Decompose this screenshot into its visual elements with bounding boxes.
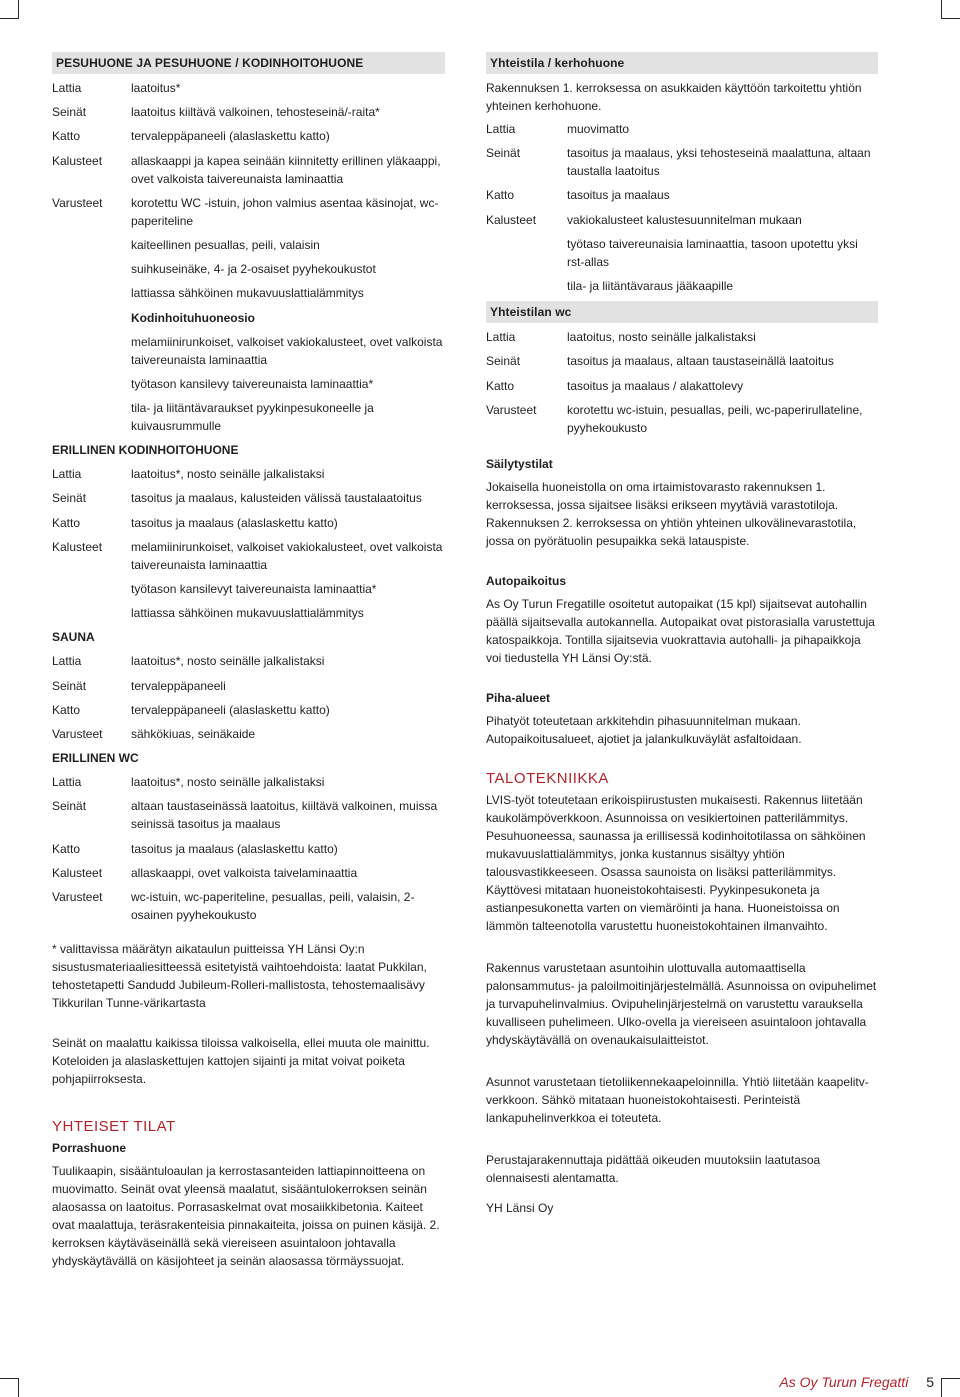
row-key bbox=[52, 604, 131, 622]
row-key: Kalusteet bbox=[52, 539, 103, 554]
row-key: Varusteet bbox=[486, 402, 537, 417]
row-value: vakiokalusteet kalustesuunnitelman mukaan bbox=[567, 212, 802, 227]
crop-mark-bottom-right bbox=[941, 1378, 960, 1397]
row-key bbox=[52, 580, 131, 598]
sauna-table bbox=[52, 652, 445, 743]
row-key: Lattia bbox=[52, 775, 82, 790]
table-row bbox=[52, 375, 445, 393]
table-row bbox=[486, 277, 878, 295]
row-key: Katto bbox=[486, 188, 515, 203]
left-column bbox=[52, 52, 445, 1282]
table-row bbox=[52, 677, 445, 695]
row-key: Lattia bbox=[486, 122, 516, 136]
row-value: altaan taustaseinässä laatoitus, kiiltävä valkoinen, muissa seinissä tasoitus ja maalaus bbox=[131, 799, 438, 832]
row-value: lattiassa sähköinen mukavuuslattialämmitys bbox=[131, 286, 364, 301]
row-value: työtaso taivereunaisia laminaattia, tasoon upotettu yksi rst-allas bbox=[567, 236, 858, 269]
autopaikoitus-heading: Autopaikoitus bbox=[486, 573, 566, 588]
row-key: Varusteet bbox=[52, 195, 103, 210]
talotekniikka-p3: Asunnot varustetaan tietoliikennekaapeloinnilla. Yhtiö liitetään kaapelitv-verkkoon. Sähkö mitataan huoneistokohtaisesti. Perinteistä lankapuhelinverkkoa ei toteuteta. bbox=[486, 1074, 869, 1125]
row-value: tasoitus ja maalaus, kalusteiden välissä taustalaatoitus bbox=[131, 491, 422, 506]
row-key: Varusteet bbox=[52, 889, 103, 904]
page-number: 5 bbox=[926, 1374, 934, 1390]
row-value: laatoitus kiiltävä valkoinen, tehosteseinä/-raita* bbox=[131, 105, 380, 120]
row-value: allaskaappi ja kapea seinään kiinnitetty erillinen yläkaappi, ovet valkoista taivereunaista laminaattia bbox=[131, 153, 441, 186]
row-value: tasoitus ja maalaus (alaslaskettu katto) bbox=[131, 841, 338, 856]
row-key: Lattia bbox=[52, 467, 82, 482]
row-key: Seinät bbox=[52, 678, 87, 693]
table-row bbox=[52, 840, 445, 858]
row-value: allaskaappi, ovet valkoista taivelaminaattia bbox=[131, 865, 358, 880]
erillinen-wc-table bbox=[52, 773, 445, 924]
section-header-erillinen-kodinhoitohuone: ERILLINEN KODINHOITOHUONE bbox=[52, 443, 239, 458]
row-key bbox=[52, 284, 131, 302]
table-row bbox=[52, 514, 445, 532]
yhteistila-table bbox=[486, 120, 878, 295]
talotekniikka-p2: Rakennus varustetaan asuntoihin ulottuvalla automaattisella palonsammutus- ja paloilmoitinjärjestelmällä. Asunnoissa on ovipuhelimet ja turvapuhelinvalmius. Ovipuhelinjärjestelmä on varustettu varauksella kuvalliseen puhelimeen. Ulko-ovella ja viereiseen asuintaloon johtavalla yhdyskäytävällä on ovenaukaisulaitteistot. bbox=[486, 960, 877, 1047]
row-value: laatoitus* bbox=[131, 81, 181, 95]
table-row bbox=[486, 235, 878, 271]
crop-mark-top-right bbox=[941, 0, 960, 19]
table-row bbox=[52, 652, 445, 670]
piha-alueet-text: Pihatyöt toteutetaan arkkitehdin pihasuunnitelman mukaan. Autopaikoitusalueet, ajotiet ja jalankulkuväylät asfaltoidaan. bbox=[486, 713, 802, 746]
table-row bbox=[52, 333, 445, 369]
talotekniikka-p4: Perustajarakennuttaja pidättää oikeuden muutoksiin laatutasoa olennaisesti alentamatta. bbox=[486, 1152, 821, 1185]
table-row bbox=[52, 79, 445, 97]
row-value: suihkuseinäke, 4- ja 2-osaiset pyyhekoukustot bbox=[131, 262, 376, 277]
table-row bbox=[52, 701, 445, 719]
section-header-yhteiset-tilat: YHTEISET TILAT bbox=[52, 1117, 176, 1135]
row-key bbox=[486, 277, 567, 295]
row-key: Kalusteet bbox=[52, 153, 103, 168]
row-value: laatoitus*, nosto seinälle jalkalistaksi bbox=[131, 775, 325, 790]
row-key: Seinät bbox=[486, 354, 521, 369]
table-row bbox=[52, 538, 445, 574]
row-key: Seinät bbox=[486, 146, 521, 161]
porrashuone-text: Tuulikaapin, sisääntuloaulan ja kerrostasanteiden lattiapinnoitteena on muovimatto. Seinät ovat yleensä maalatut, sisääntulokerroksen seinän alaosassa on laatoitus. Porrasaskelmat ovat mosaiikkibetonia. Kaiteet ovat maalattuja, teräsrakenteisia pinnakaiteita, joissa on puinen käsijä. 2. kerroksen käytäväseinällä sekä viereiseen asuintaloon johtavalla yhdyskäytävällä on käsijohteet ja seinän alaosassa törmäyssuojat. bbox=[52, 1163, 440, 1268]
talotekniikka-p1: LVIS-työt toteutetaan erikoispiirustusten mukaisesti. Rakennus liitetään kaukolämpöverkkoon. Asunnoissa on vesikiertoinen patterilämmitys. Pesuhuoneessa, saunassa ja erillisessä kodinhoitotilassa on sähköinen mukavuuslattialämmitys, jonka kustannus sisältyy yhtiön talousvastikkeeseen. Osassa saunoista on lisäksi patterilämmitys. Käyttövesi mitataan huoneistokohtaisesti. Pyykinpesukoneta ja astianpesukonetta varten on viemäröinti ja hana. Huoneistoissa on lämmön talteenotolla varustettu huoneistokohtainen ilmanvaihto. bbox=[486, 792, 866, 933]
row-value: melamiinirunkoiset, valkoiset vakiokalusteet, ovet valkoista taivereunaista laminaattia bbox=[131, 539, 443, 572]
row-value: sähkökiuas, seinäkaide bbox=[131, 726, 256, 741]
row-key: Katto bbox=[52, 129, 81, 144]
row-value: tervaleppäpaneeli bbox=[131, 678, 226, 693]
section-header-talotekniikka: TALOTEKNIIKKA bbox=[486, 769, 609, 787]
table-row bbox=[486, 377, 878, 395]
row-key bbox=[486, 235, 567, 271]
paint-note: Seinät on maalattu kaikissa tiloissa valkoisella, ellei muuta ole mainittu. Koteloiden ja alaslaskettujen kattojen sijainti ja mitat voivat poiketa pohjapiirroksesta. bbox=[52, 1035, 430, 1086]
section-header-yhteistila: Yhteistila / kerhohuone bbox=[486, 52, 878, 74]
table-row bbox=[52, 580, 445, 598]
pesuhuone-table bbox=[52, 79, 445, 435]
row-key bbox=[52, 260, 131, 278]
row-value: laatoitus*, nosto seinälle jalkalistaksi bbox=[131, 467, 325, 482]
table-row bbox=[486, 211, 878, 229]
row-value: laatoitus, nosto seinälle jalkalistaksi bbox=[567, 330, 756, 345]
row-value: kaiteellinen pesuallas, peili, valaisin bbox=[131, 237, 320, 252]
page-footer bbox=[779, 1373, 934, 1391]
table-row bbox=[486, 328, 878, 346]
row-value: tila- ja liitäntävaraus jääkaapille bbox=[567, 278, 734, 293]
autopaikoitus-text: As Oy Turun Fregatille osoitetut autopaikat (15 kpl) sijaitsevat autohallin päällä sijaitsevalla autokannella. Autopaikat ovat pistorasialla varustettuja katospaikkoja. Tontilla sijaitsevia vuokrattavia autohalli- ja pihapaikkoja voi tiedustella YH Länsi Oy:stä. bbox=[486, 596, 875, 665]
section-header-yhteistilan-wc: Yhteistilan wc bbox=[486, 301, 878, 323]
row-key: Lattia bbox=[52, 81, 82, 95]
row-value: tervaleppäpaneeli (alaslaskettu katto) bbox=[131, 129, 330, 144]
table-row bbox=[486, 120, 878, 138]
row-key: Lattia bbox=[52, 654, 82, 669]
row-key: Seinät bbox=[52, 105, 87, 120]
row-key: Lattia bbox=[486, 330, 516, 345]
table-row bbox=[486, 186, 878, 204]
table-row bbox=[52, 604, 445, 622]
table-row bbox=[52, 773, 445, 791]
row-value: korotettu WC -istuin, johon valmius asentaa käsinojat, wc-paperiteline bbox=[131, 195, 439, 228]
table-row bbox=[52, 489, 445, 507]
row-value: työtason kansilevy taivereunaista laminaattia* bbox=[131, 376, 374, 391]
signature: YH Länsi Oy bbox=[486, 1200, 554, 1215]
table-row bbox=[52, 236, 445, 254]
table-row bbox=[52, 725, 445, 743]
section-header-pesuhuone: PESUHUONE JA PESUHUONE / KODINHOITOHUONE bbox=[52, 52, 445, 74]
table-row bbox=[52, 864, 445, 882]
row-value: wc-istuin, wc-paperiteline, pesuallas, peili, valaisin, 2-osainen pyyhekoukusto bbox=[131, 889, 415, 922]
table-row bbox=[486, 144, 878, 180]
row-value: muovimatto bbox=[567, 122, 630, 136]
table-row bbox=[52, 797, 445, 833]
section-header-sauna: SAUNA bbox=[52, 630, 95, 645]
erillinen-kh-table bbox=[52, 465, 445, 622]
yhteistilan-wc-table bbox=[486, 328, 878, 437]
row-key bbox=[52, 236, 131, 254]
table-row bbox=[52, 309, 445, 327]
row-value: tasoitus ja maalaus, altaan taustaseinällä laatoitus bbox=[567, 354, 834, 369]
row-value: tervaleppäpaneeli (alaslaskettu katto) bbox=[131, 702, 330, 717]
table-row bbox=[52, 103, 445, 121]
row-key: Kalusteet bbox=[486, 212, 537, 227]
table-row bbox=[52, 888, 445, 924]
kodinhoito-subheading: Kodinhoituhuoneosio bbox=[131, 310, 255, 325]
row-key: Seinät bbox=[52, 491, 87, 506]
row-value: laatoitus*, nosto seinälle jalkalistaksi bbox=[131, 654, 325, 669]
table-row bbox=[52, 260, 445, 278]
table-row bbox=[52, 399, 445, 435]
footer-brand: As Oy Turun Fregatti bbox=[779, 1374, 909, 1390]
row-key: Katto bbox=[52, 841, 81, 856]
row-value: tasoitus ja maalaus (alaslaskettu katto) bbox=[131, 515, 338, 530]
row-key: Seinät bbox=[52, 799, 87, 814]
right-column bbox=[486, 52, 878, 1229]
row-value: melamiinirunkoiset, valkoiset vakiokalusteet, ovet valkoista taivereunaista laminaattia bbox=[131, 334, 443, 367]
crop-mark-top-left bbox=[0, 0, 19, 19]
row-key: Katto bbox=[486, 378, 515, 393]
row-value: tasoitus ja maalaus, yksi tehosteseinä maalattuna, altaan taustalla laatoitus bbox=[567, 146, 871, 179]
sailytystilat-text: Jokaisella huoneistolla on oma irtaimistovarasto rakennuksen 1. kerroksessa, jossa sijaitsee lisäksi erikseen myytäviä varastotiloja. Rakennuksen 2. kerroksessa on yhtiön yhteinen ulkovälinevarastotila, jossa on pyörätuolin pesupaikka sekä latauspiste. bbox=[486, 479, 857, 548]
table-row bbox=[486, 352, 878, 370]
row-value: lattiassa sähköinen mukavuuslattialämmitys bbox=[131, 606, 364, 621]
piha-alueet-heading: Piha-alueet bbox=[486, 690, 551, 705]
row-key: Katto bbox=[52, 702, 81, 717]
row-key: Varusteet bbox=[52, 726, 103, 741]
section-header-erillinen-wc: ERILLINEN WC bbox=[52, 751, 139, 766]
row-value: tasoitus ja maalaus bbox=[567, 188, 670, 203]
row-value: korotettu wc-istuin, pesuallas, peili, wc-paperirullateline, pyyhekoukusto bbox=[567, 402, 863, 435]
footnote: * valittavissa määrätyn aikataulun puitteissa YH Länsi Oy:n sisustusmateriaaliesitteessä esitetyistä vaihtoehdoista: laatat Pukkilan, tehostetapetti Sandudd Jubileum-Rolleri-mallistosta, tehostemaalisävy Tikkurilan Tunne-värikartasta bbox=[52, 941, 427, 1010]
row-key: Kalusteet bbox=[52, 865, 103, 880]
table-row bbox=[52, 465, 445, 483]
yhteistila-intro: Rakennuksen 1. kerroksessa on asukkaiden käyttöön tarkoitettu yhtiön yhteinen kerhohuone. bbox=[486, 81, 862, 113]
table-row bbox=[52, 194, 445, 230]
porrashuone-subheading: Porrashuone bbox=[52, 1140, 127, 1155]
table-row bbox=[52, 152, 445, 188]
row-value: tila- ja liitäntävaraukset pyykinpesukoneelle ja kuivausrummulle bbox=[131, 401, 374, 434]
row-key: Katto bbox=[52, 515, 81, 530]
table-row bbox=[486, 401, 878, 437]
row-value: tasoitus ja maalaus / alakattolevy bbox=[567, 378, 744, 393]
sailytystilat-heading: Säilytystilat bbox=[486, 456, 553, 471]
row-value: työtason kansilevyt taivereunaista laminaattia* bbox=[131, 582, 377, 596]
crop-mark-bottom-left bbox=[0, 1378, 19, 1397]
table-row bbox=[52, 127, 445, 145]
table-row bbox=[52, 284, 445, 302]
